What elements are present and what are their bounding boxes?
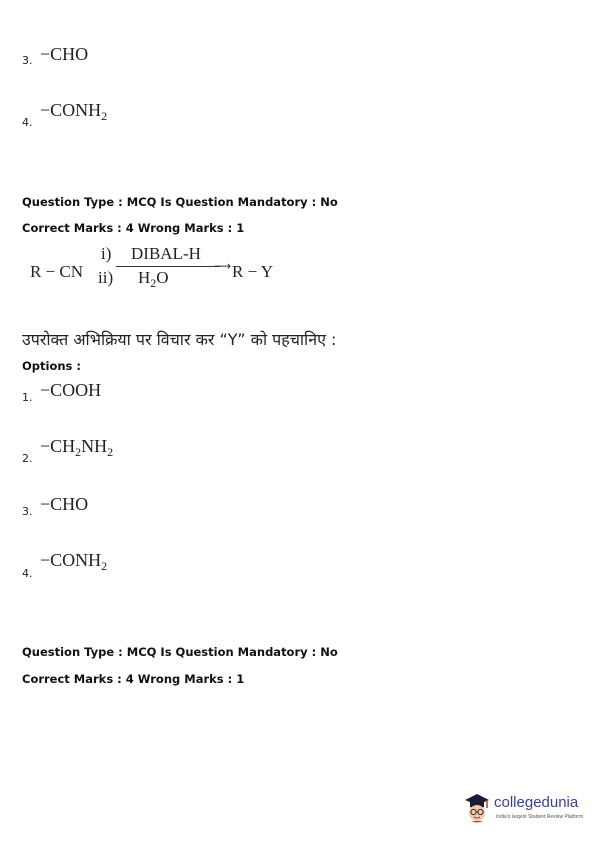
- option-formula: −COOH: [40, 380, 102, 400]
- option-formula: $-CONH_2$: [40, 100, 108, 123]
- option-number: 4.: [22, 567, 33, 580]
- step1-reagent: DIBAL-H: [131, 244, 201, 263]
- marks-line: Correct Marks : 4 Wrong Marks : 1: [22, 221, 245, 235]
- reaction-arrow: [116, 266, 220, 267]
- option-formula: $-CONH_2$: [40, 550, 108, 573]
- collegedunia-logo: [462, 790, 587, 826]
- option-formula: $-CH_2NH_2$: [40, 436, 114, 459]
- reaction-scheme: [0, 240, 595, 300]
- arrow-head-icon: ⟶: [214, 259, 232, 273]
- question-type-line: Question Type : MCQ Is Question Mandatory : No: [22, 645, 338, 659]
- mascot-icon: [462, 790, 492, 824]
- option-number: 4.: [22, 116, 33, 129]
- option-formula: −CHO: [40, 44, 89, 64]
- step2-label: ii): [98, 268, 114, 287]
- question-type-line: Question Type : MCQ Is Question Mandatory : No: [22, 195, 338, 209]
- option-number: 3.: [22, 505, 33, 518]
- step2-reagent: $H_2O$: [138, 268, 169, 290]
- step1-label: i): [101, 244, 112, 263]
- logo-tagline: India's largest Student Review Platform: [496, 814, 584, 820]
- option-number: 2.: [22, 452, 33, 465]
- marks-line: Correct Marks : 4 Wrong Marks : 1: [22, 672, 245, 686]
- option-formula: −CHO: [40, 494, 89, 514]
- logo-name: collegedunia: [494, 794, 579, 811]
- reactant: R − CN: [30, 262, 84, 281]
- options-label: Options :: [22, 359, 81, 373]
- product: R − Y: [232, 262, 274, 281]
- option-number: 3.: [22, 54, 33, 67]
- option-number: 1.: [22, 391, 33, 404]
- question-text: उपरोक्त अभिक्रिया पर विचार कर “Y” को पहचानिए :: [22, 330, 337, 349]
